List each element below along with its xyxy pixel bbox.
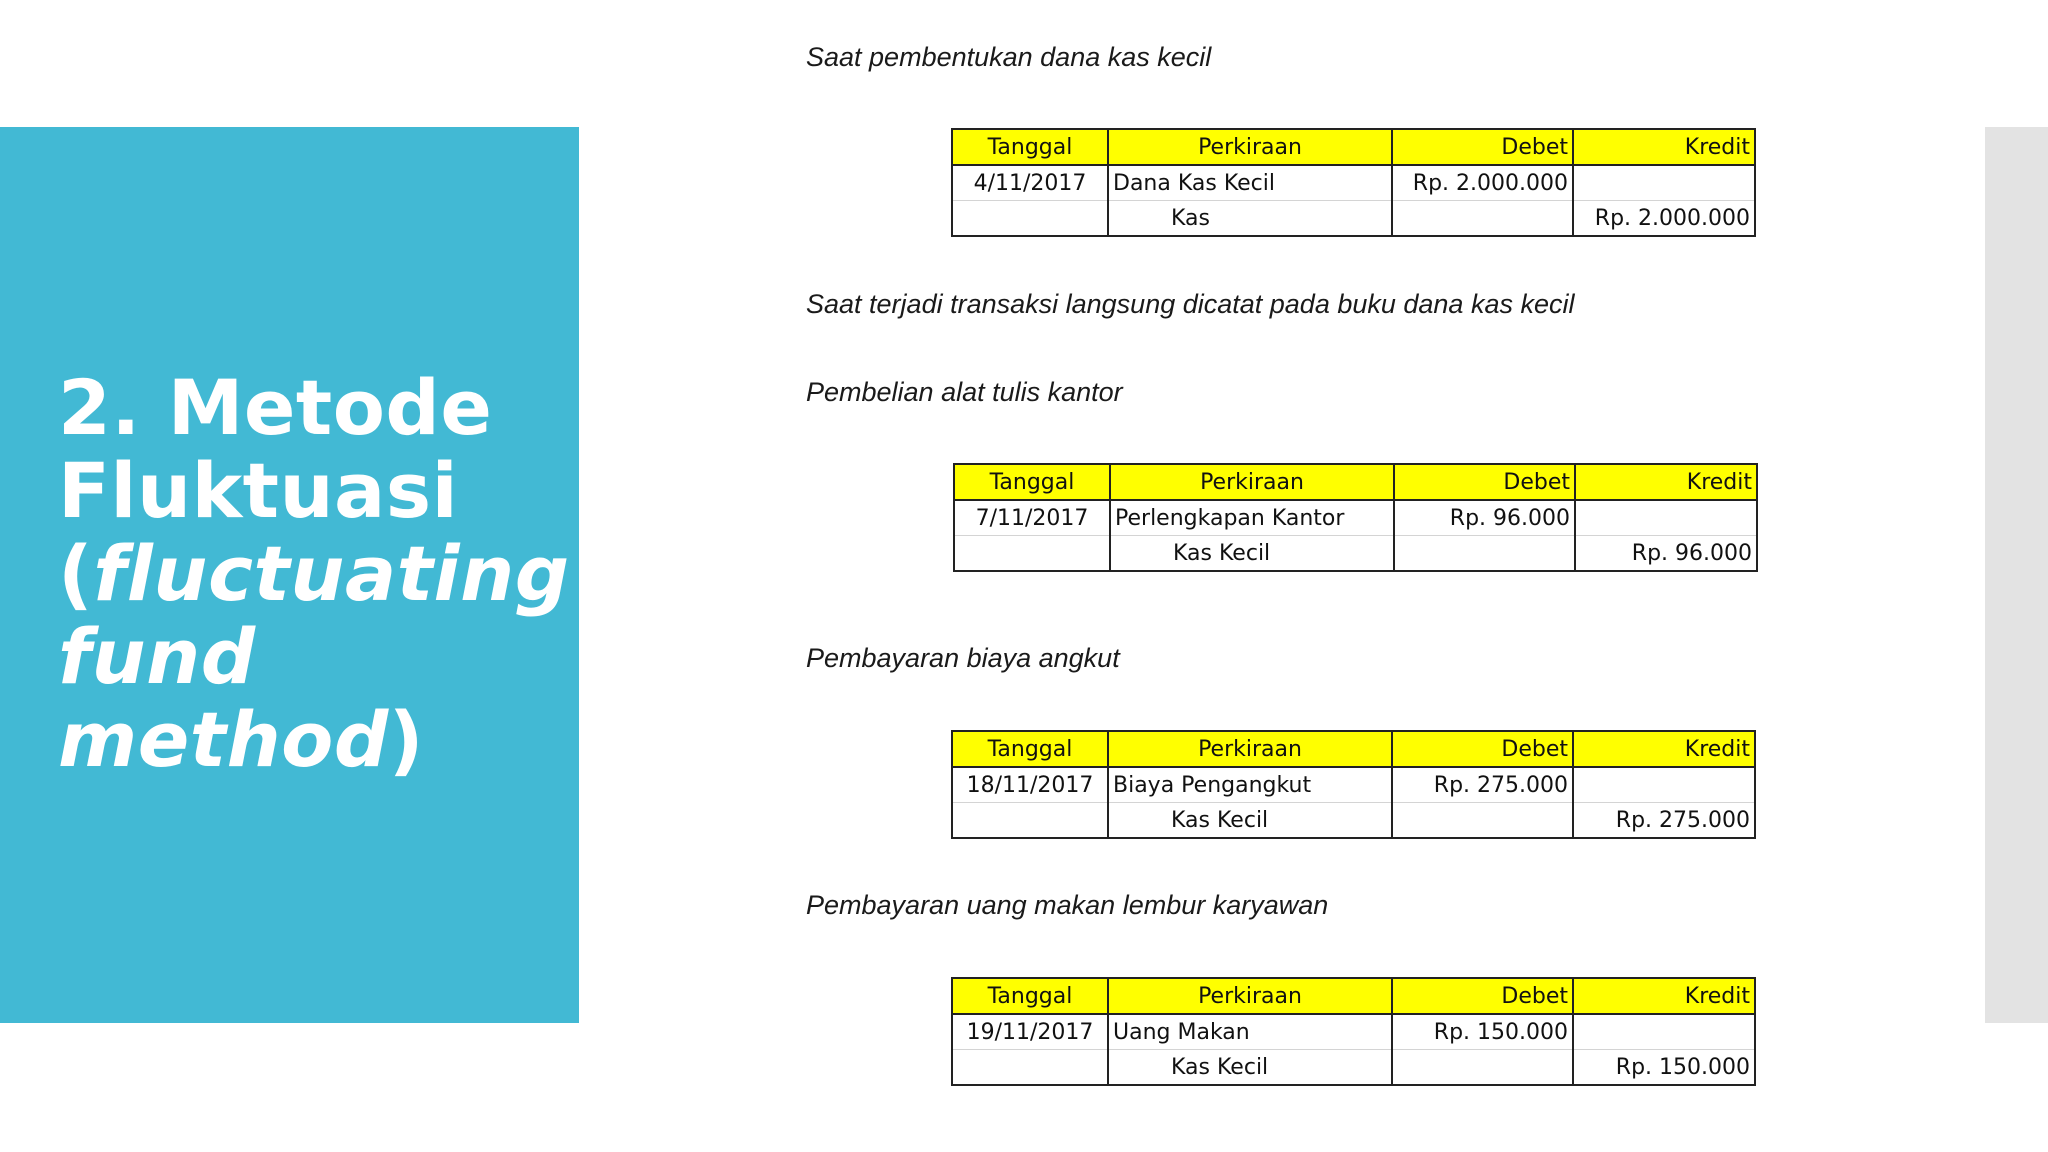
header-kredit: Kredit (1575, 464, 1757, 500)
title-part-2: ) (388, 695, 425, 784)
header-perkiraan: Perkiraan (1110, 464, 1394, 500)
cell-tanggal: 18/11/2017 (952, 767, 1108, 803)
table-row (952, 1050, 1755, 1086)
table-row (954, 536, 1757, 572)
table-row (952, 165, 1755, 201)
right-decorative-bar (1985, 127, 2048, 1023)
journal-table-pembentukan (951, 128, 1756, 237)
header-tanggal: Tanggal (952, 129, 1108, 165)
caption-biaya-angkut: Pembayaran biaya angkut (806, 643, 1120, 673)
table-header-row (952, 731, 1755, 767)
cell-kredit: Rp. 150.000 (1573, 1050, 1755, 1086)
table-row (952, 1014, 1755, 1050)
cell-tanggal: 19/11/2017 (952, 1014, 1108, 1050)
cell-kredit (1573, 165, 1755, 201)
journal-table-uang-makan (951, 977, 1756, 1086)
cell-perkiraan: Kas Kecil (1108, 1050, 1392, 1086)
header-debet: Debet (1392, 731, 1573, 767)
cell-debet: Rp. 96.000 (1394, 500, 1575, 536)
header-debet: Debet (1392, 978, 1573, 1014)
cell-debet: Rp. 150.000 (1392, 1014, 1573, 1050)
header-tanggal: Tanggal (954, 464, 1110, 500)
title-italic: fluctuating fund method (58, 529, 570, 784)
table-row (952, 201, 1755, 237)
header-perkiraan: Perkiraan (1108, 129, 1392, 165)
slide-title (58, 363, 570, 784)
table-row (952, 803, 1755, 839)
caption-transaksi: Saat terjadi transaksi langsung dicatat pada buku dana kas kecil (806, 289, 1575, 319)
cell-kredit (1573, 767, 1755, 803)
cell-kredit (1573, 1014, 1755, 1050)
caption-uang-makan: Pembayaran uang makan lembur karyawan (806, 890, 1329, 920)
cell-kredit: Rp. 96.000 (1575, 536, 1757, 572)
cell-debet: Rp. 2.000.000 (1392, 165, 1573, 201)
caption-pembelian-atk: Pembelian alat tulis kantor (806, 377, 1123, 407)
cell-tanggal (952, 803, 1108, 839)
header-tanggal: Tanggal (952, 978, 1108, 1014)
cell-debet (1394, 536, 1575, 572)
cell-debet (1392, 1050, 1573, 1086)
header-kredit: Kredit (1573, 978, 1755, 1014)
journal-table-pembelian-atk (953, 463, 1758, 572)
header-debet: Debet (1392, 129, 1573, 165)
cell-debet (1392, 201, 1573, 237)
cell-tanggal (952, 201, 1108, 237)
header-perkiraan: Perkiraan (1108, 978, 1392, 1014)
header-kredit: Kredit (1573, 129, 1755, 165)
cell-perkiraan: Dana Kas Kecil (1108, 165, 1392, 201)
table-header-row (952, 129, 1755, 165)
cell-perkiraan: Kas Kecil (1110, 536, 1394, 572)
table-row (954, 500, 1757, 536)
cell-kredit: Rp. 2.000.000 (1573, 201, 1755, 237)
header-perkiraan: Perkiraan (1108, 731, 1392, 767)
journal-table-biaya-angkut (951, 730, 1756, 839)
cell-perkiraan: Perlengkapan Kantor (1110, 500, 1394, 536)
cell-perkiraan: Uang Makan (1108, 1014, 1392, 1050)
cell-tanggal: 4/11/2017 (952, 165, 1108, 201)
cell-perkiraan: Biaya Pengangkut (1108, 767, 1392, 803)
cell-debet: Rp. 275.000 (1392, 767, 1573, 803)
table-header-row (952, 978, 1755, 1014)
header-tanggal: Tanggal (952, 731, 1108, 767)
table-header-row (954, 464, 1757, 500)
header-debet: Debet (1394, 464, 1575, 500)
table-row (952, 767, 1755, 803)
title-part-1: 2. Metode Fluktuasi ( (58, 363, 493, 618)
caption-pembentukan: Saat pembentukan dana kas kecil (806, 42, 1212, 72)
cell-debet (1392, 803, 1573, 839)
cell-tanggal (952, 1050, 1108, 1086)
cell-kredit: Rp. 275.000 (1573, 803, 1755, 839)
cell-kredit (1575, 500, 1757, 536)
header-kredit: Kredit (1573, 731, 1755, 767)
cell-perkiraan: Kas Kecil (1108, 803, 1392, 839)
cell-tanggal: 7/11/2017 (954, 500, 1110, 536)
cell-tanggal (954, 536, 1110, 572)
cell-perkiraan: Kas (1108, 201, 1392, 237)
